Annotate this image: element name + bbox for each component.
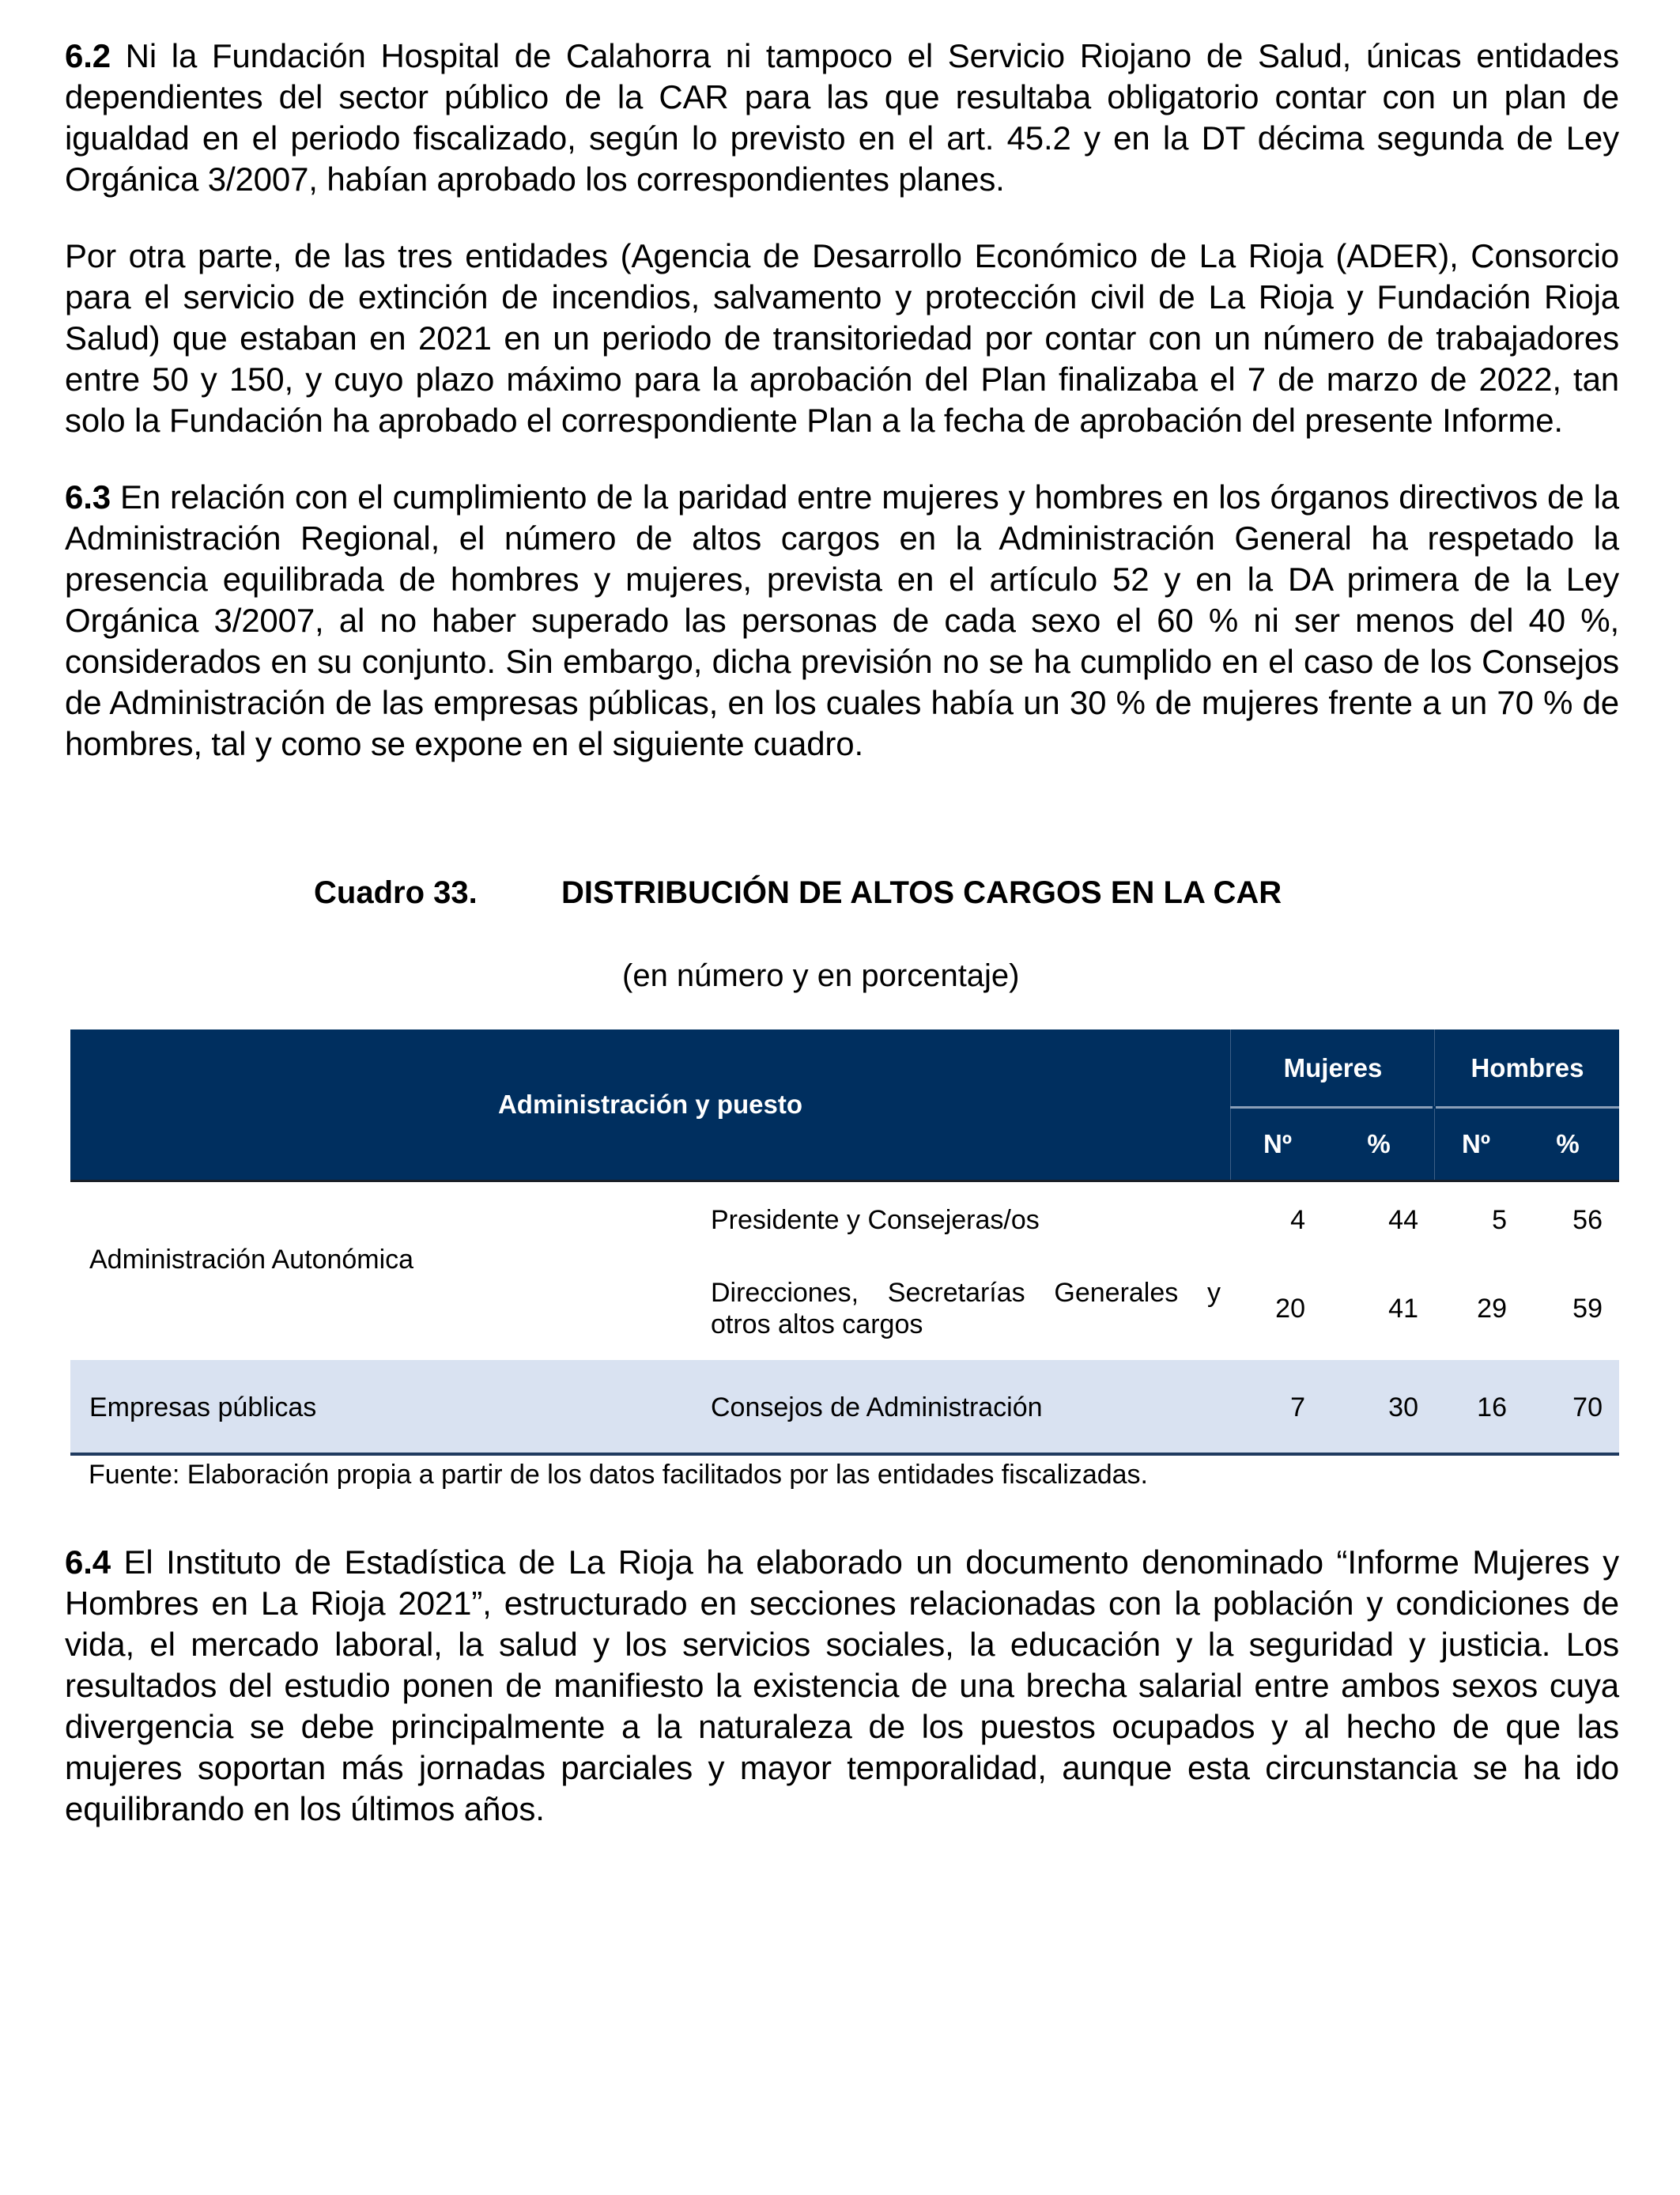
paragraph-6-4 xyxy=(65,1542,1619,1830)
table-row-group-autonomica xyxy=(70,1182,1619,1360)
header-administracion-puesto: Administración y puesto xyxy=(497,1090,803,1119)
paragraph-number: 6.2 xyxy=(65,37,111,74)
table-body xyxy=(70,1182,1619,1456)
table-subtitle-text: (en número y en porcentaje) xyxy=(622,958,1020,993)
paragraph-text: El Instituto de Estadística de La Rioja ha elaborado un documento denominado “Informe Mujeres y Hombres en La Rioja 2021”, estructurado en secciones relacionadas con la población y condiciones de vida, el mercado laboral, la salud y los servicios sociales, la educación y la seguridad y justicia. Los resultados del estudio ponen de manifiesto la existencia de una brecha salarial entre ambos sexos cuya divergencia se debe principalmente a la naturaleza de los puestos ocupados y al hecho de que las mujeres soportan más jornadas parciales y mayor temporalidad, aunque esta circunstancia se ha ido equilibrando en los últimos años. xyxy=(65,1543,1619,1827)
table-caption-title: DISTRIBUCIÓN DE ALTOS CARGOS EN LA CAR xyxy=(561,875,1282,910)
paragraph-6-2-continuation xyxy=(65,236,1619,441)
header-hombres-pct: % xyxy=(1556,1129,1580,1158)
cell-women-n: 4 xyxy=(1290,1205,1305,1235)
cell-administration: Empresas públicas xyxy=(89,1392,317,1422)
cell-men-pct: 70 xyxy=(1572,1392,1603,1422)
table-caption-label: Cuadro 33. xyxy=(314,875,478,910)
paragraph-text: Por otra parte, de las tres entidades (Agencia de Desarrollo Económico de La Rioja (ADER), Consorcio para el servicio de extinción de incendios, salvamento y protección civil de La Rioja y Fundación Rioja Salud) que estaban en 2021 en un periodo de transitoriedad por contar con un número de trabajadores entre 50 y 150, y cuyo plazo máximo para la aprobación del Plan finalizaba el 7 de marzo de 2022, tan solo la Fundación ha aprobado el correspondiente Plan a la fecha de aprobación del presente Informe. xyxy=(65,237,1619,439)
altos-cargos-table xyxy=(70,1029,1619,1456)
cell-men-n: 5 xyxy=(1492,1205,1507,1235)
cell-women-pct: 41 xyxy=(1388,1294,1418,1324)
cell-position: Consejos de Administración xyxy=(711,1392,1043,1422)
paragraph-text: Ni la Fundación Hospital de Calahorra ni tampoco el Servicio Riojano de Salud, únicas entidades dependientes del sector público de la CAR para las que resultaba obligatorio contar con un plan de igualdad en el periodo fiscalizado, según lo previsto en el art. 45.2 y en la DT décima segunda de Ley Orgánica 3/2007, habían aprobado los correspondientes planes. xyxy=(65,37,1619,198)
table-source-note: Fuente: Elaboración propia a partir de los datos facilitados por las entidades fiscalizadas. xyxy=(89,1460,1148,1490)
header-hombres-n: Nº xyxy=(1434,1109,1517,1180)
cell-position: Direcciones, Secretarías Generales y otros altos cargos xyxy=(711,1278,1221,1339)
paragraph-text: En relación con el cumplimiento de la paridad entre mujeres y hombres en los órganos directivos de la Administración Regional, el número de altos cargos en la Administración General ha respetado la presencia equilibrada de hombres y mujeres, prevista en el artículo 52 y en la DA primera de la Ley Orgánica 3/2007, al no haber superado las personas de cada sexo el 60 % ni ser menos del 40 %, considerados en su conjunto. Sin embargo, dicha previsión no se ha cumplido en el caso de los Consejos de Administración de las empresas públicas, en los cuales había un 30 % de mujeres frente a un 70 % de hombres, tal y como se expone en el siguiente cuadro. xyxy=(65,478,1619,762)
header-group-mujeres: Mujeres xyxy=(1230,1029,1435,1106)
document-body xyxy=(65,36,1619,800)
table-header xyxy=(70,1029,1619,1182)
cell-administration: Administración Autonómica xyxy=(89,1245,414,1275)
cell-women-pct: 30 xyxy=(1388,1392,1418,1422)
paragraph-number: 6.3 xyxy=(65,478,111,516)
cell-men-n: 16 xyxy=(1477,1392,1507,1422)
table-row-empresas-publicas xyxy=(70,1360,1619,1456)
cell-men-pct: 59 xyxy=(1572,1294,1603,1324)
document-body-continued xyxy=(65,1542,1619,1865)
header-mujeres-pct: % xyxy=(1367,1129,1391,1158)
cell-women-n: 7 xyxy=(1290,1392,1305,1422)
header-group-hombres: Hombres xyxy=(1434,1029,1620,1106)
header-mujeres-n: Nº xyxy=(1230,1109,1324,1180)
paragraph-number: 6.4 xyxy=(65,1543,111,1581)
cell-women-pct: 44 xyxy=(1388,1205,1418,1235)
cell-position: Presidente y Consejeras/os xyxy=(711,1205,1040,1235)
paragraph-6-2 xyxy=(65,36,1619,200)
cell-men-n: 29 xyxy=(1477,1294,1507,1324)
cell-men-pct: 56 xyxy=(1572,1205,1603,1235)
paragraph-6-3 xyxy=(65,477,1619,765)
cell-women-n: 20 xyxy=(1275,1294,1305,1324)
